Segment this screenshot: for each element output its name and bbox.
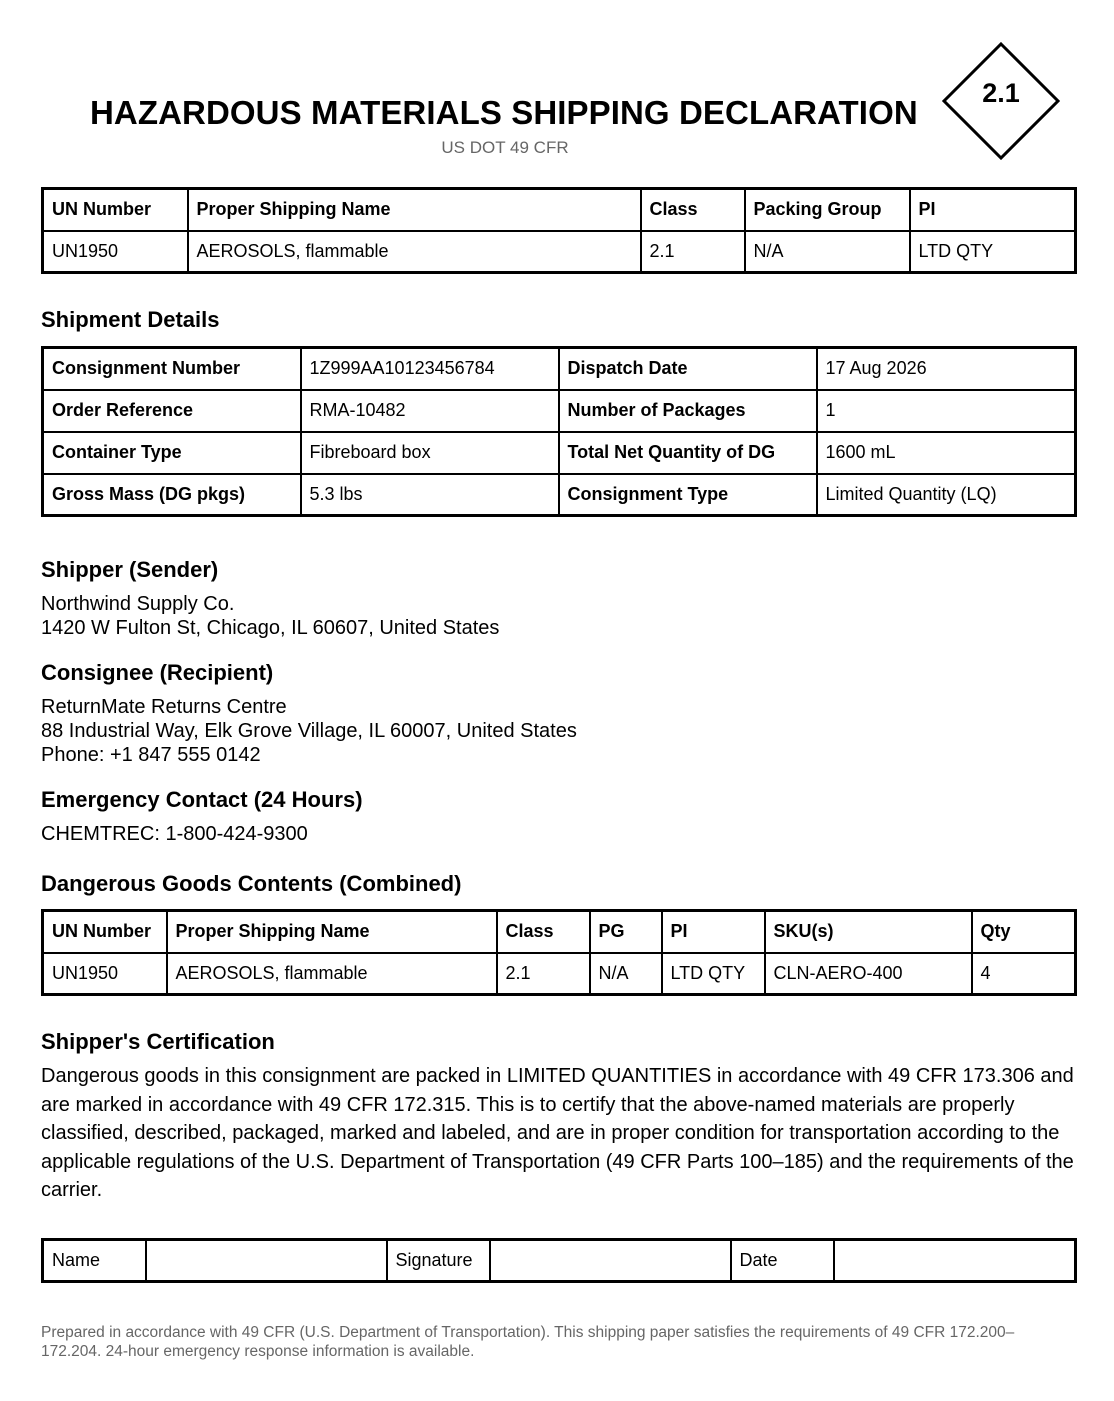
contents-heading: Dangerous Goods Contents (Combined) (41, 871, 462, 896)
header-proper-shipping-name: Proper Shipping Name (167, 911, 497, 953)
value-total-net-quantity: 1600 mL (817, 432, 1076, 474)
cell-class: 2.1 (641, 231, 745, 273)
consignee-phone: Phone: +1 847 555 0142 (41, 744, 261, 766)
label-container-type: Container Type (43, 432, 301, 474)
signature-field[interactable] (490, 1240, 731, 1282)
value-consignment-number: 1Z999AA10123456784 (301, 348, 559, 390)
cell-pi: LTD QTY (662, 953, 765, 995)
cell-class: 2.1 (497, 953, 590, 995)
shipment-details-heading: Shipment Details (41, 307, 220, 332)
emergency-contact: CHEMTREC: 1-800-424-9300 (41, 823, 308, 845)
consignee-street: 88 Industrial Way, Elk Grove Village, IL 60007, United States (41, 720, 577, 742)
cell-proper-shipping-name: AEROSOLS, flammable (188, 231, 641, 273)
cell-pg: N/A (590, 953, 662, 995)
cell-un-number: UN1950 (43, 231, 188, 273)
header-proper-shipping-name: Proper Shipping Name (188, 189, 641, 231)
cell-un-number: UN1950 (43, 953, 167, 995)
cell-pi: LTD QTY (910, 231, 1076, 273)
label-total-net-quantity: Total Net Quantity of DG (559, 432, 817, 474)
shipper-street: 1420 W Fulton St, Chicago, IL 60607, United States (41, 617, 500, 639)
table-header-row (43, 911, 1076, 953)
emergency-heading: Emergency Contact (24 Hours) (41, 787, 363, 812)
certification-heading: Shipper's Certification (41, 1029, 275, 1054)
table-row (43, 348, 1076, 390)
header-class: Class (497, 911, 590, 953)
contents-table (41, 909, 1077, 996)
table-row (43, 231, 1076, 273)
footer-note: Prepared in accordance with 49 CFR (U.S. Department of Transportation). This shipping paper satisfies the requirements of 49 CFR 172.200–172.204. 24-hour emergency response information is available. (41, 1324, 1015, 1360)
name-field[interactable] (146, 1240, 387, 1282)
value-consignment-type: Limited Quantity (LQ) (817, 474, 1076, 516)
hazard-class-label: 2.1 (982, 78, 1020, 108)
signature-table (41, 1238, 1077, 1283)
consignee-name: ReturnMate Returns Centre (41, 696, 287, 718)
summary-table (41, 187, 1077, 274)
header-skus: SKU(s) (765, 911, 972, 953)
label-gross-mass: Gross Mass (DG pkgs) (43, 474, 301, 516)
label-consignment-type: Consignment Type (559, 474, 817, 516)
header-class: Class (641, 189, 745, 231)
label-consignment-number: Consignment Number (43, 348, 301, 390)
value-dispatch-date: 17 Aug 2026 (817, 348, 1076, 390)
value-container-type: Fibreboard box (301, 432, 559, 474)
header-pg: PG (590, 911, 662, 953)
table-row (43, 474, 1076, 516)
shipper-name: Northwind Supply Co. (41, 593, 235, 615)
label-order-reference: Order Reference (43, 390, 301, 432)
shipper-heading: Shipper (Sender) (41, 557, 219, 582)
header-qty: Qty (972, 911, 1076, 953)
header-pi: PI (910, 189, 1076, 231)
cell-qty: 4 (972, 953, 1076, 995)
table-row (43, 1240, 1076, 1282)
consignee-address (41, 695, 577, 767)
table-row (43, 953, 1076, 995)
table-row (43, 390, 1076, 432)
document-subtitle: US DOT 49 CFR (441, 138, 569, 157)
header-un-number: UN Number (43, 911, 167, 953)
header-un-number: UN Number (43, 189, 188, 231)
consignee-heading: Consignee (Recipient) (41, 660, 274, 685)
cell-packing-group: N/A (745, 231, 910, 273)
value-number-of-packages: 1 (817, 390, 1076, 432)
cell-proper-shipping-name: AEROSOLS, flammable (167, 953, 497, 995)
value-gross-mass: 5.3 lbs (301, 474, 559, 516)
value-order-reference: RMA-10482 (301, 390, 559, 432)
document-title: HAZARDOUS MATERIALS SHIPPING DECLARATION (90, 94, 918, 131)
shipment-details-table (41, 346, 1077, 517)
label-number-of-packages: Number of Packages (559, 390, 817, 432)
shipper-address (41, 592, 499, 640)
cell-skus: CLN-AERO-400 (765, 953, 972, 995)
header-packing-group: Packing Group (745, 189, 910, 231)
table-row (43, 432, 1076, 474)
date-field[interactable] (834, 1240, 1076, 1282)
signature-label: Signature (387, 1240, 490, 1282)
certification-text: Dangerous goods in this consignment are packed in LIMITED QUANTITIES in accordance with 49 CFR 173.306 and are marked in accordance with 49 CFR 172.315. This is to certify that the above-named materials are properly classified, described, packaged, marked and labeled, and are in proper condition for transportation according to the applicable regulations of the U.S. Department of Transportation (49 CFR Parts 100–185) and the requirements of the carrier. (41, 1065, 1074, 1201)
label-dispatch-date: Dispatch Date (559, 348, 817, 390)
name-label: Name (43, 1240, 146, 1282)
date-label: Date (731, 1240, 834, 1282)
table-header-row (43, 189, 1076, 231)
header-pi: PI (662, 911, 765, 953)
